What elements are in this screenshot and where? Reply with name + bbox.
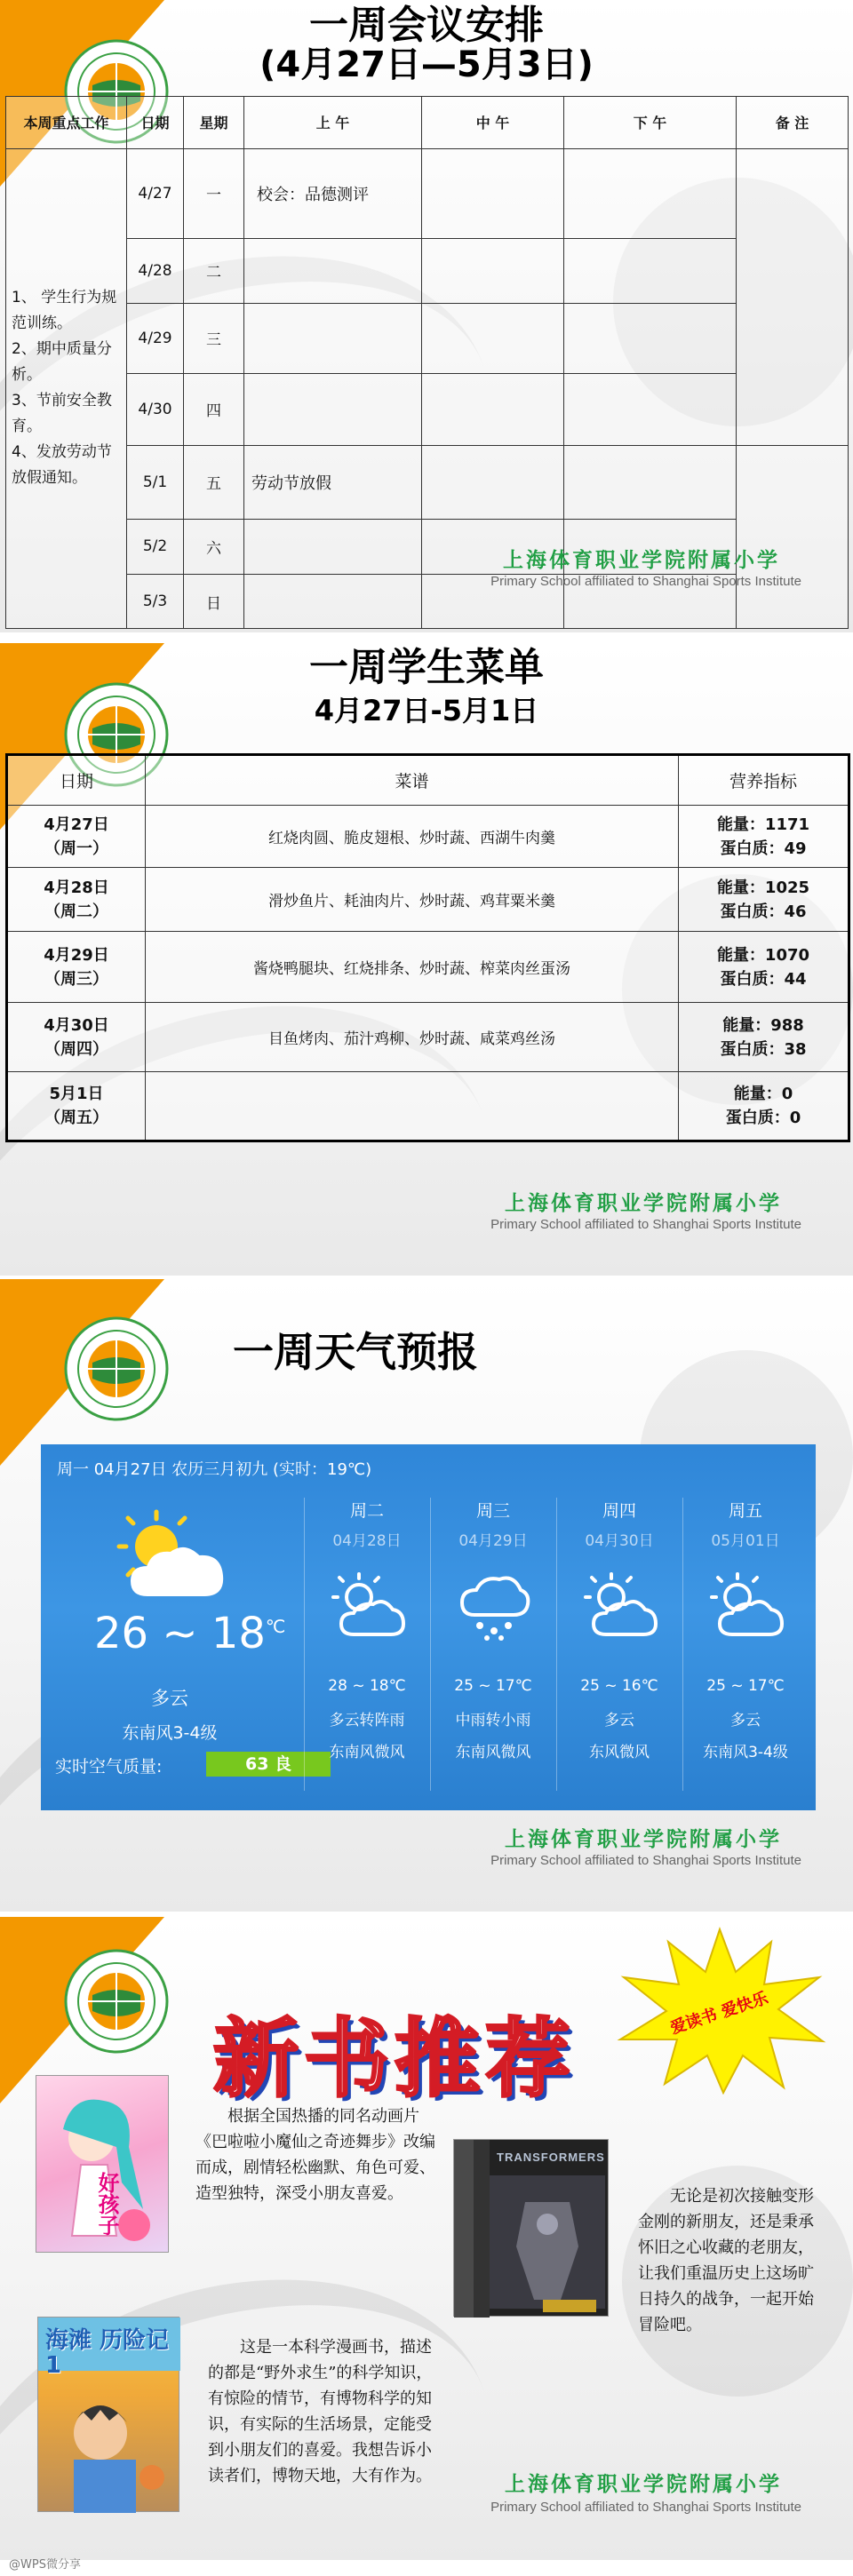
header-afternoon: 下 午 xyxy=(564,97,737,149)
footer-school-cn: 上海体育职业学院附属小学 xyxy=(505,1191,782,1215)
protein-text: 蛋白质：49 xyxy=(720,839,807,858)
weekday-text: （周五） xyxy=(44,1109,108,1127)
meeting-title: 一周会议安排 xyxy=(309,3,544,48)
weekday-cell: 二 xyxy=(184,238,244,303)
header-weekday: 星期 xyxy=(184,97,244,149)
aqi-label: 实时空气质量: xyxy=(55,1757,163,1777)
book-cover-beach xyxy=(37,2317,179,2512)
starburst-badge xyxy=(613,1926,826,2095)
today-temp-value: 26 ~ 18 xyxy=(94,1609,266,1658)
energy-text: 能量：0 xyxy=(733,1085,793,1103)
today-temp-unit: ℃ xyxy=(265,1616,286,1637)
weekday-text: （周二） xyxy=(44,902,108,921)
menu-title: 一周学生菜单 xyxy=(309,645,544,690)
day-condition: 多云 xyxy=(604,1712,634,1729)
nutrition-cell xyxy=(679,1072,849,1141)
today-condition: 多云 xyxy=(151,1688,188,1709)
day-name: 周四 xyxy=(602,1501,636,1521)
day-date: 04月29日 xyxy=(458,1532,528,1550)
menu-subtitle: 4月27日-5月1日 xyxy=(314,694,539,727)
weekday-cell: 六 xyxy=(184,519,244,575)
weekday-text: （周三） xyxy=(44,969,108,989)
nutrition-cell xyxy=(679,806,849,868)
date-cell: 4/29 xyxy=(127,303,184,373)
energy-text: 能量：1171 xyxy=(716,815,810,834)
meeting-subtitle: (4月27日—5月3日) xyxy=(259,44,594,85)
energy-text: 能量：1070 xyxy=(716,945,810,965)
dishes-cell: 红烧肉圆、脆皮翅根、炒时蔬、西湖牛肉羹 xyxy=(146,806,679,868)
table-header-row xyxy=(6,97,849,149)
day-temp: 25 ~ 17℃ xyxy=(706,1677,785,1695)
weekday-cell: 一 xyxy=(184,148,244,238)
date-cell: 5/1 xyxy=(127,445,184,519)
forecast-day xyxy=(556,1498,682,1791)
date-cell xyxy=(7,868,146,932)
table-row xyxy=(6,148,849,238)
weekday-cell: 五 xyxy=(184,445,244,519)
books-title: 新书推荐 xyxy=(213,2008,576,2109)
day-temp: 25 ~ 17℃ xyxy=(454,1677,532,1695)
footer-school-en: Primary School affiliated to Shanghai Sports Institute xyxy=(490,1853,801,1868)
day-date: 05月01日 xyxy=(711,1532,780,1550)
header-morning: 上 午 xyxy=(244,97,422,149)
table-row xyxy=(6,373,849,445)
robot-illustration-icon xyxy=(454,2140,610,2318)
book2-description: 无论是初次接触变形金刚的新朋友，还是秉承怀旧之心收藏的老朋友，让我们重温历史上这场旷日持久的战争，一起开始冒险吧。 xyxy=(638,2187,814,2334)
notes-cell xyxy=(737,445,849,628)
today-wind: 东南风3-4级 xyxy=(122,1723,218,1743)
menu-table xyxy=(5,753,850,1142)
forecast-day xyxy=(430,1498,556,1791)
footer-school-en: Primary School affiliated to Shanghai Sports Institute xyxy=(490,1217,801,1232)
day-temp: 25 ~ 16℃ xyxy=(580,1677,658,1695)
weather-header: 周一 04月27日 农历三月初九 (实时：19℃) xyxy=(57,1460,372,1479)
header-nutrition: 营养指标 xyxy=(679,755,849,806)
date-cell xyxy=(7,932,146,1003)
protein-text: 蛋白质：44 xyxy=(720,969,807,989)
notes-cell xyxy=(737,148,849,445)
table-row xyxy=(7,1072,849,1141)
weekday-text: （周四） xyxy=(44,1039,108,1059)
nutrition-cell xyxy=(679,868,849,932)
morning-cell xyxy=(244,373,422,445)
book1-description: 根据全国热播的同名动画片《巴啦啦小魔仙之奇迹舞步》改编而成，剧情轻松幽默、角色可爱、造型独特，深受小朋友喜爱。 xyxy=(195,2107,435,2203)
day-date: 04月28日 xyxy=(332,1532,402,1550)
morning-cell xyxy=(244,238,422,303)
date-text: 4月28日 xyxy=(44,878,109,897)
today-temp xyxy=(94,1609,285,1658)
date-cell: 4/28 xyxy=(127,238,184,303)
focus-item: 2、期中质量分析。 xyxy=(12,340,112,385)
table-header-row xyxy=(7,755,849,806)
day-name: 周三 xyxy=(475,1501,510,1521)
dishes-cell xyxy=(146,1072,679,1141)
weather-slide xyxy=(0,1279,853,1912)
book-cover-magic xyxy=(36,2075,169,2253)
school-logo xyxy=(64,1949,169,2054)
weather-title: 一周天气预报 xyxy=(233,1328,478,1376)
nutrition-cell xyxy=(679,932,849,1003)
day-wind: 东风微风 xyxy=(589,1744,650,1761)
date-cell: 4/27 xyxy=(127,148,184,238)
forecast-day xyxy=(682,1498,809,1791)
morning-cell: 校会：品德测评 xyxy=(244,148,422,238)
weekday-text: （周一） xyxy=(44,839,108,858)
weather-panel xyxy=(41,1444,816,1810)
date-cell: 5/2 xyxy=(127,519,184,575)
dishes-cell: 滑炒鱼片、耗油肉片、炒时蔬、鸡茸粟米羹 xyxy=(146,868,679,932)
books-slide xyxy=(0,1917,853,2560)
focus-item: 4、发放劳动节放假通知。 xyxy=(12,443,112,488)
footer-school-cn: 上海体育职业学院附属小学 xyxy=(503,548,780,572)
rain-icon xyxy=(455,1570,531,1642)
dishes-cell: 酱烧鸭腿块、红烧排条、炒时蔬、榨菜肉丝蛋汤 xyxy=(146,932,679,1003)
day-condition: 多云 xyxy=(730,1712,761,1729)
day-name: 周二 xyxy=(349,1501,384,1521)
weekday-cell: 日 xyxy=(184,575,244,629)
watermark: @WPS微分享 xyxy=(9,2558,81,2572)
date-text: 4月27日 xyxy=(44,815,109,834)
protein-text: 蛋白质：0 xyxy=(725,1109,801,1127)
header-noon: 中 午 xyxy=(422,97,564,149)
meeting-slide xyxy=(0,0,853,632)
book-cover-transformers xyxy=(453,2139,609,2317)
date-cell xyxy=(7,1003,146,1072)
table-row xyxy=(7,932,849,1003)
weekday-cell: 三 xyxy=(184,303,244,373)
date-text: 5月1日 xyxy=(49,1085,104,1103)
morning-cell: 劳动节放假 xyxy=(244,445,422,519)
header-notes: 备 注 xyxy=(737,97,849,149)
aqi-badge: 63 良 xyxy=(206,1752,331,1777)
menu-slide xyxy=(0,643,853,1276)
energy-text: 能量：1025 xyxy=(716,878,810,897)
morning-cell xyxy=(244,575,422,629)
nutrition-cell xyxy=(679,1003,849,1072)
day-wind: 东南风微风 xyxy=(455,1744,531,1761)
dishes-cell: 目鱼烤肉、茄汁鸡柳、炒时蔬、咸菜鸡丝汤 xyxy=(146,1003,679,1072)
partly-cloudy-icon xyxy=(112,1507,236,1604)
header-dishes: 菜谱 xyxy=(146,755,679,806)
energy-text: 能量：988 xyxy=(722,1015,804,1035)
partly-cloudy-icon xyxy=(581,1570,658,1642)
book-cover-title: TRANSFORMERS xyxy=(497,2151,605,2164)
date-cell xyxy=(7,806,146,868)
protein-text: 蛋白质：46 xyxy=(720,902,807,921)
day-name: 周五 xyxy=(728,1501,762,1521)
focus-item: 3、节前安全教育。 xyxy=(12,392,112,436)
partly-cloudy-icon xyxy=(329,1570,405,1642)
footer-school-cn: 上海体育职业学院附属小学 xyxy=(505,2472,782,2496)
footer-school-en: Primary School affiliated to Shanghai Sports Institute xyxy=(490,2500,801,2515)
table-row xyxy=(6,445,849,519)
table-row xyxy=(7,868,849,932)
day-condition: 中雨转小雨 xyxy=(455,1712,531,1729)
table-row xyxy=(7,806,849,868)
date-cell: 4/30 xyxy=(127,373,184,445)
day-date: 04月30日 xyxy=(585,1532,654,1550)
date-text: 4月29日 xyxy=(44,945,109,965)
book-cover-title: 好孩子 xyxy=(94,2172,119,2236)
header-focus: 本周重点工作 xyxy=(6,97,127,149)
morning-cell xyxy=(244,303,422,373)
header-date: 日期 xyxy=(127,97,184,149)
table-row xyxy=(6,238,849,303)
morning-cell xyxy=(244,519,422,575)
day-wind: 东南风微风 xyxy=(329,1744,405,1761)
date-cell: 5/3 xyxy=(127,575,184,629)
table-row xyxy=(7,1003,849,1072)
forecast-day xyxy=(304,1498,430,1791)
day-condition: 多云转阵雨 xyxy=(329,1712,405,1729)
header-date: 日期 xyxy=(7,755,146,806)
book3-description: 这是一本科学漫画书，描述的都是“野外求生”的科学知识，有惊险的情节，有博物科学的知识，有实际的生活场景，定能受到小朋友们的喜爱。我想告诉小读者们，博物天地，大有作为。 xyxy=(208,2338,433,2485)
date-text: 4月30日 xyxy=(44,1015,109,1035)
burst-text: 爱读书 爱快乐 xyxy=(667,1988,771,2039)
day-wind: 东南风3-4级 xyxy=(703,1744,788,1761)
book-cover-title: 海滩 历险记1 xyxy=(45,2327,170,2379)
table-row xyxy=(6,303,849,373)
weekday-cell: 四 xyxy=(184,373,244,445)
date-cell xyxy=(7,1072,146,1141)
partly-cloudy-icon xyxy=(707,1570,784,1642)
focus-item: 1、 学生行为规范训练。 xyxy=(12,289,117,333)
footer-school-cn: 上海体育职业学院附属小学 xyxy=(505,1827,782,1851)
focus-work-cell xyxy=(6,148,127,628)
day-temp: 28 ~ 18℃ xyxy=(328,1677,406,1695)
footer-school-en: Primary School affiliated to Shanghai Sports Institute xyxy=(490,574,801,589)
protein-text: 蛋白质：38 xyxy=(720,1039,807,1059)
